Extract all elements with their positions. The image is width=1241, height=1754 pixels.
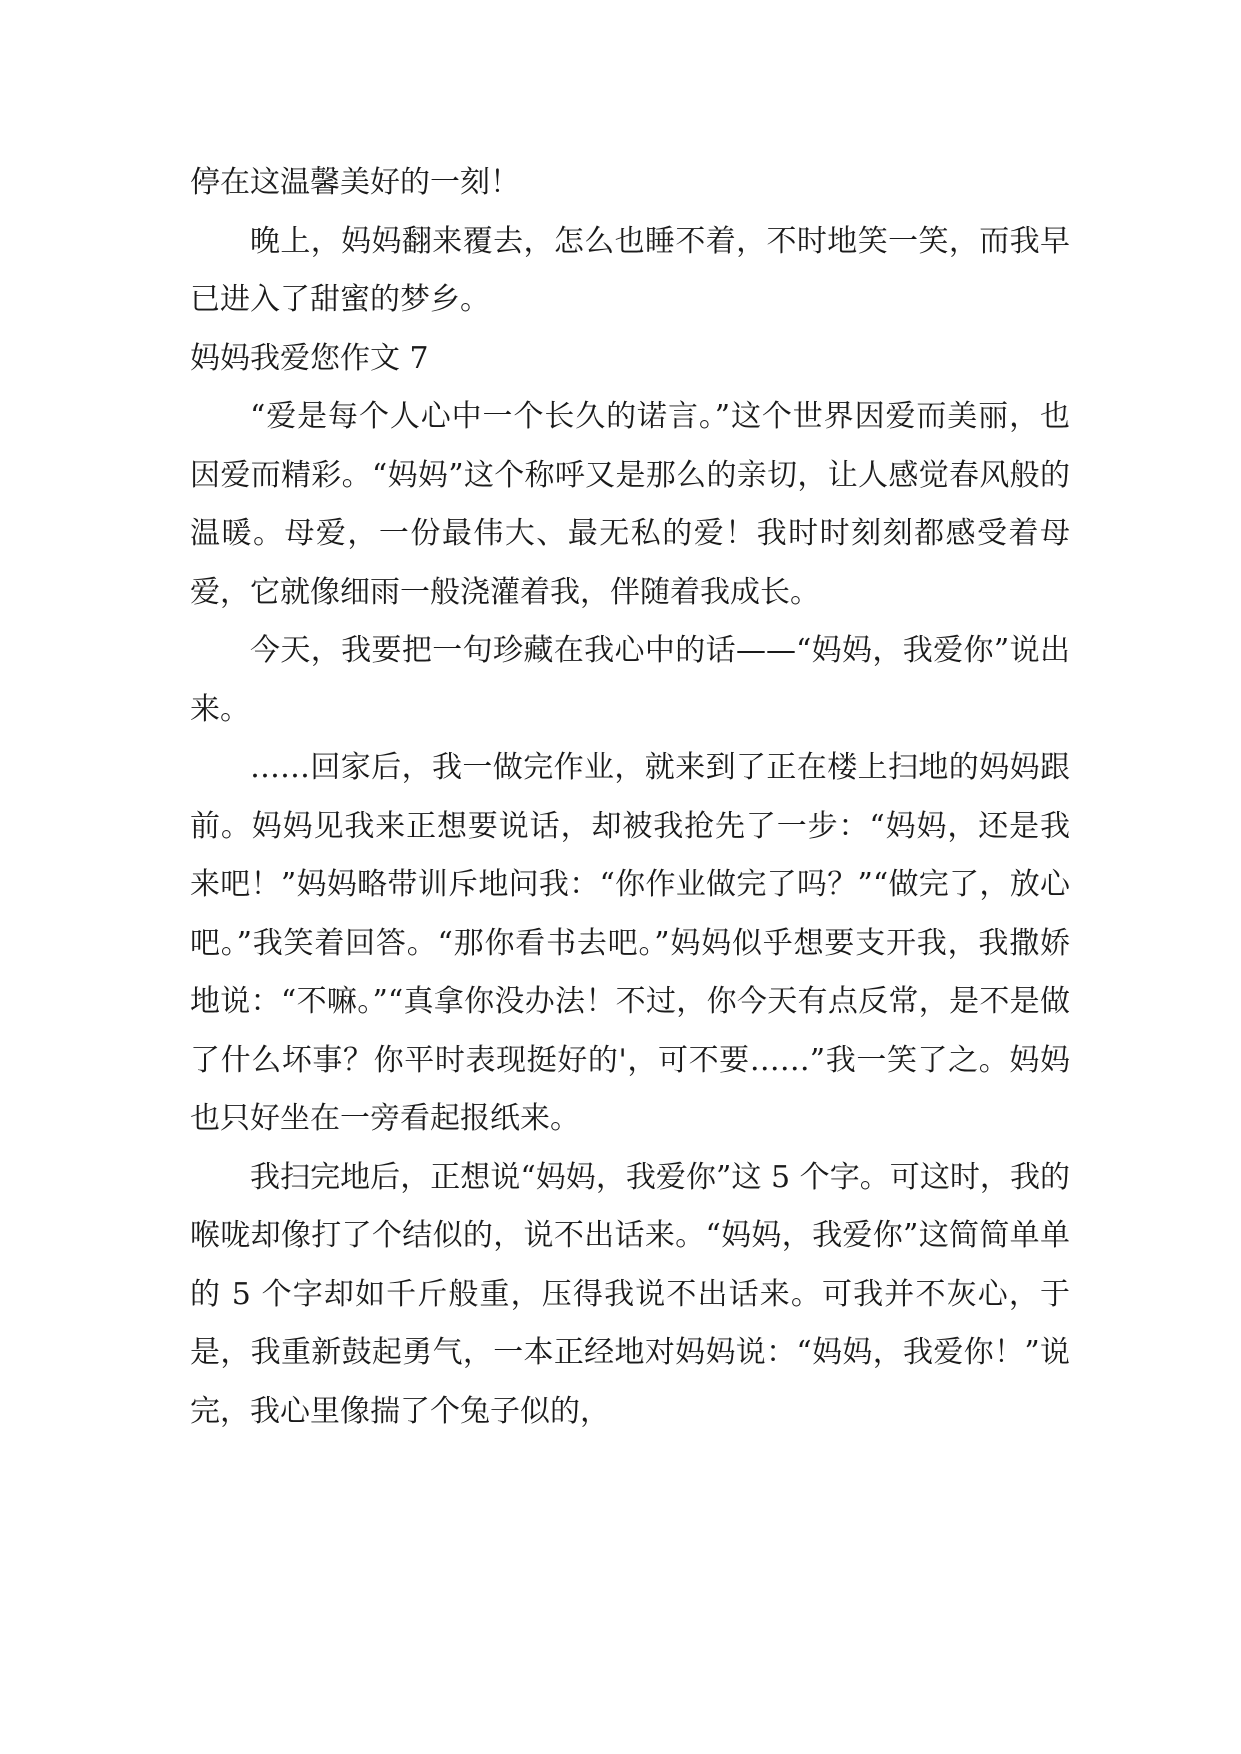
paragraph-continuation: 停在这温馨美好的一刻！ [190, 165, 520, 200]
paragraph-today: 今天，我要把一句珍藏在我心中的话——“妈妈，我爱你”说出来。 [190, 633, 1070, 727]
paragraph-after-home: ……回家后，我一做完作业，就来到了正在楼上扫地的妈妈跟前。妈妈见我来正想要说话，却被我抢先了一步：“妈妈，还是我来吧！”妈妈略带训斥地问我：“你作业做完了吗？”“做完了，放心吧。”我笑着回答。“那你看书去吧。”妈妈似乎想要支开我，我撒娇地说：“不嘛。”“真拿你没办法！不过，你今天有点反常，是不是做了什么坏事？你平时表现挺好的'，可不要……”我一笑了之。妈妈也只好坐在一旁看起报纸来。 [190, 750, 1070, 1136]
paragraph-sweeping: 我扫完地后，正想说“妈妈，我爱你”这 5 个字。可这时，我的喉咙却像打了个结似的，说不出话来。“妈妈，我爱你”这简简单单的 5 个字却如千斤般重，压得我说不出话来。可我并不灰心，于是，我重新鼓起勇气，一本正经地对妈妈说：“妈妈，我爱你！”说完，我心里像揣了个兔子似的， [190, 1159, 1070, 1429]
document-body [190, 154, 1070, 1441]
paragraph-love-promise: “爱是每个人心中一个长久的诺言。”这个世界因爱而美丽，也因爱而精彩。“妈妈”这个称呼又是那么的亲切，让人感觉春风般的温暖。母爱，一份最伟大、最无私的爱！我时时刻刻都感受着母爱，它就像细雨一般浇灌着我，伴随着我成长。 [190, 399, 1070, 610]
essay-title: 妈妈我爱您作文 7 [190, 340, 429, 376]
paragraph-evening: 晚上，妈妈翻来覆去，怎么也睡不着，不时地笑一笑，而我早已进入了甜蜜的梦乡。 [190, 223, 1070, 317]
